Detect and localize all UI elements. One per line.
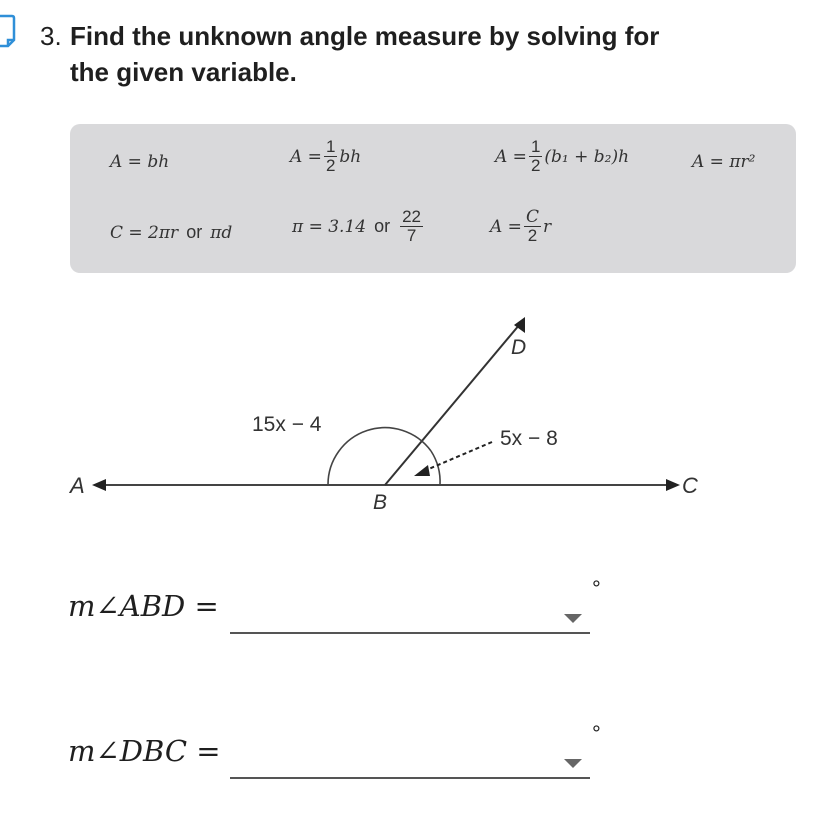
label-A: A	[70, 473, 85, 498]
question-text-line2: the given variable.	[70, 57, 297, 87]
formula-circle-area	[692, 152, 755, 172]
formula-text: A = πr²	[692, 152, 756, 172]
arrowhead-A	[92, 479, 106, 491]
angle-arc-ABD	[328, 428, 431, 485]
angle-DBC-expression: 5x − 8	[500, 427, 558, 450]
fraction-denominator: 7	[406, 226, 417, 245]
formula-trapezoid-area	[495, 138, 629, 175]
formula-text: C = 2πr	[110, 222, 179, 243]
formula-text: bh	[339, 146, 362, 167]
fraction	[529, 138, 542, 175]
arrowhead-C	[666, 479, 680, 491]
answer-dropdown-ABD[interactable]	[230, 594, 590, 634]
fraction-numerator: 1	[530, 137, 541, 156]
ray-BD	[385, 324, 520, 485]
answer-row-ABD	[68, 576, 628, 646]
label-D: D	[511, 336, 527, 359]
dashed-pointer-arrowhead	[414, 465, 430, 476]
chevron-down-icon[interactable]	[564, 614, 582, 623]
label-C: C	[682, 473, 698, 498]
fraction-numerator: 22	[402, 207, 422, 226]
answer-label-ABD: m∠ABD =	[68, 589, 219, 623]
fraction	[324, 138, 337, 175]
formula-text: A =	[495, 146, 527, 167]
formula-or: or	[374, 216, 391, 236]
formula-text: π = 3.14	[292, 216, 367, 237]
fraction-numerator: C	[525, 207, 539, 227]
formula-text: (b₁ + b₂)h	[544, 146, 630, 167]
formula-rectangle-area	[110, 152, 169, 172]
fraction-denominator: 2	[530, 156, 541, 175]
angle-diagram	[0, 290, 828, 540]
fraction-denominator: 2	[527, 226, 538, 245]
formula-or: or	[186, 222, 203, 242]
formula-triangle-area	[290, 138, 361, 175]
fraction	[524, 208, 541, 245]
chevron-down-icon[interactable]	[564, 759, 582, 768]
fraction-numerator: 1	[325, 137, 336, 156]
question-text: Find the unknown angle measure by solving for	[70, 21, 660, 51]
formula-circumference	[110, 222, 232, 243]
fraction-denominator: 2	[325, 156, 336, 175]
formula-reference-box	[70, 124, 796, 273]
degree-symbol: °	[592, 721, 601, 746]
question-number: 3.	[40, 21, 62, 51]
answer-label-DBC: m∠DBC =	[68, 734, 221, 768]
angle-ABD-expression: 15x − 4	[252, 413, 322, 436]
fraction	[400, 208, 423, 245]
answer-dropdown-DBC[interactable]	[230, 739, 590, 779]
formula-text: A = bh	[110, 152, 170, 172]
label-B: B	[373, 491, 388, 514]
formula-text: A =	[290, 146, 322, 167]
answer-row-DBC	[68, 721, 628, 791]
formula-text: πd	[210, 222, 233, 243]
formula-text: A =	[490, 216, 522, 237]
degree-symbol: °	[592, 576, 601, 601]
bookmark-icon[interactable]	[0, 14, 16, 48]
formula-text: r	[542, 216, 552, 237]
formula-pi-value	[292, 208, 425, 245]
formula-circle-area-from-circumference	[490, 208, 551, 245]
question-header	[40, 18, 800, 90]
